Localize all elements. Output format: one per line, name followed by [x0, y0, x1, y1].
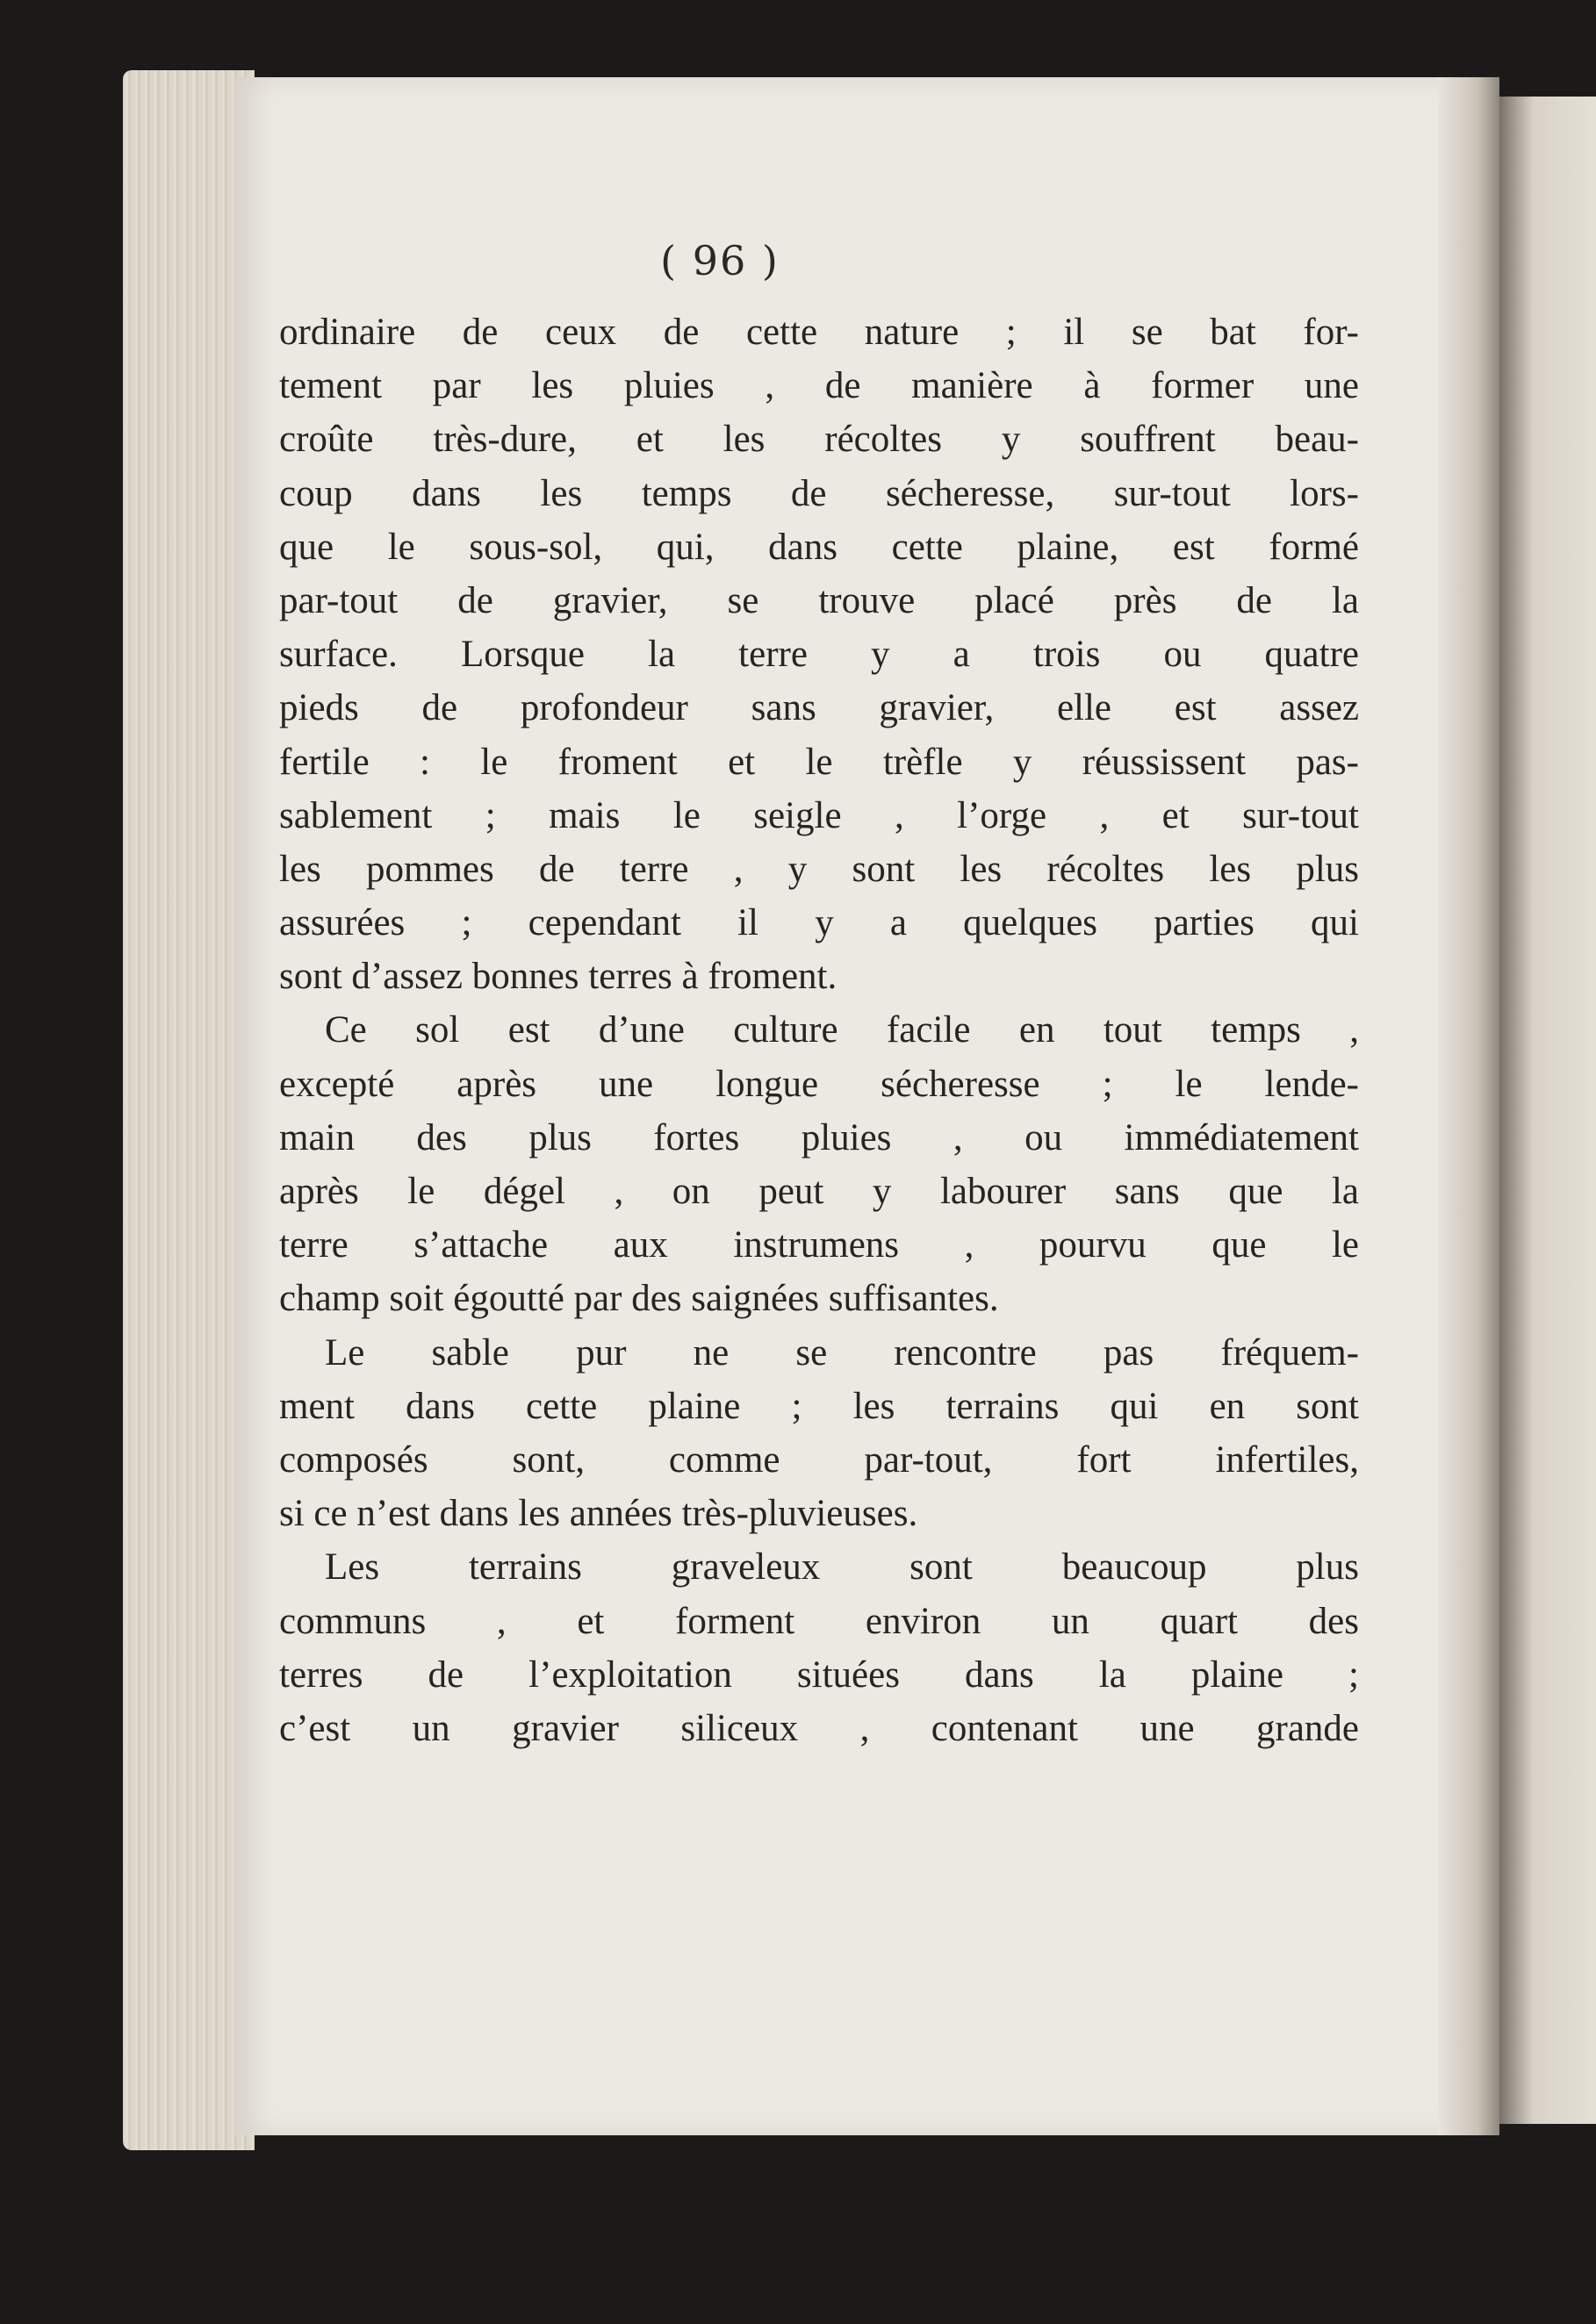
text-line: terres de l’exploitation situées dans la plaine ; [279, 1653, 1359, 1696]
text-line: par-tout de gravier, se trouve placé près de la [279, 579, 1359, 621]
text-line: assurées ; cependant il y a quelques parties qui [279, 902, 1359, 944]
text-line: que le sous-sol, qui, dans cette plaine, est formé [279, 526, 1359, 568]
text-line: sablement ; mais le seigle , l’orge , et sur-tout [279, 794, 1359, 836]
page-gutter [1438, 77, 1499, 2135]
text-line: après le dégel , on peut y labourer sans que la [279, 1171, 1359, 1212]
text-line: fertile : le froment et le trèfle y réussissent pas- [279, 741, 1359, 783]
text-line: Les terrains graveleux sont beaucoup plus [325, 1546, 1359, 1589]
text-line: si ce n’est dans les années très-pluvieuses. [279, 1493, 918, 1535]
text-line: tement par les pluies , de manière à former une [279, 365, 1359, 407]
text-line: pieds de profondeur sans gravier, elle est assez [279, 687, 1359, 729]
text-line: terre s’attache aux instrumens , pourvu que le [279, 1224, 1359, 1266]
text-line: surface. Lorsque la terre y a trois ou quatre [279, 634, 1359, 676]
text-line: main des plus fortes pluies , ou immédiatement [279, 1116, 1359, 1158]
text-line: communs , et forment environ un quart des [279, 1600, 1359, 1642]
text-line: ment dans cette plaine ; les terrains qui en sont [279, 1385, 1359, 1427]
text-line: c’est un gravier siliceux , contenant une grande [279, 1707, 1359, 1749]
facing-page-edge [1499, 97, 1596, 2124]
text-line: champ soit égoutté par des saignées suffisantes. [279, 1278, 999, 1320]
text-line: ordinaire de ceux de cette nature ; il se bat for- [279, 312, 1359, 353]
text-line: excepté après une longue sécheresse ; le lende- [279, 1063, 1359, 1105]
text-line: sont d’assez bonnes terres à froment. [279, 956, 838, 998]
text-line: croûte très-dure, et les récoltes y souffrent beau- [279, 419, 1359, 461]
text-line: coup dans les temps de sécheresse, sur-tout lors- [279, 472, 1359, 514]
body-text [279, 305, 1359, 1755]
page-number: ( 96 ) [660, 237, 780, 284]
text-line: Le sable pur ne se rencontre pas fréquem- [325, 1331, 1359, 1374]
text-line: les pommes de terre , y sont les récoltes les plus [279, 848, 1359, 890]
text-line: composés sont, comme par-tout, fort infertiles, [279, 1438, 1359, 1481]
text-line: Ce sol est d’une culture facile en tout temps , [325, 1009, 1359, 1051]
